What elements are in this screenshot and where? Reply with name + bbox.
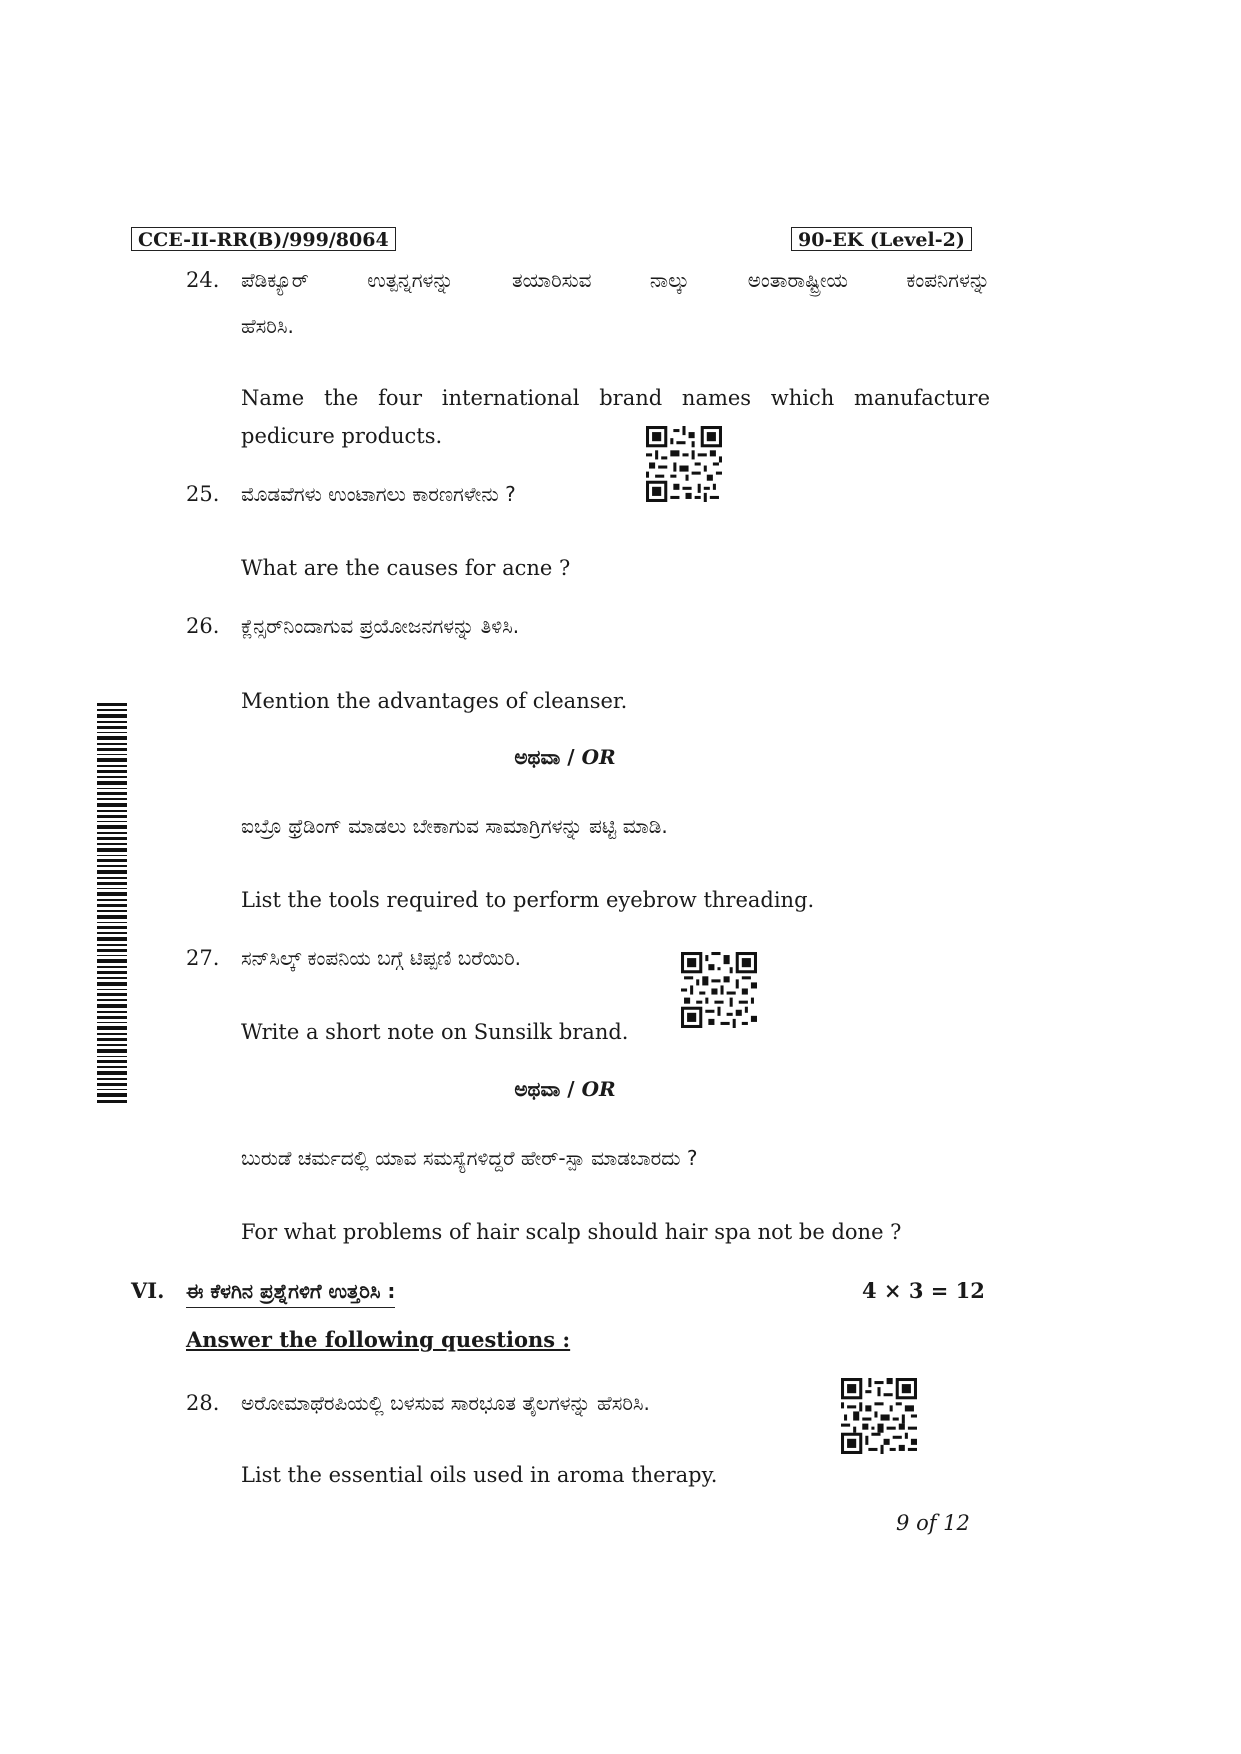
question-28-kannada: ಅರೋಮಾಥೆರಪಿಯಲ್ಲಿ ಬಳಸುವ ಸಾರಭೂತ ತೈಲಗಳನ್ನು ಹೆಸರಿಸಿ. xyxy=(241,1391,650,1415)
question-26-alt-english: List the tools required to perform eyebrow threading. xyxy=(241,888,815,912)
or-separator xyxy=(0,743,1130,771)
exam-code-left: CCE-II-RR(B)/999/8064 xyxy=(131,227,396,251)
question-number: 25. xyxy=(186,482,220,506)
section-number: VI. xyxy=(131,1278,165,1303)
question-number: 27. xyxy=(186,946,220,970)
qr-code-icon xyxy=(841,1378,917,1454)
page-total: 12 xyxy=(943,1511,970,1535)
or-kannada: ಅಥವಾ / xyxy=(514,745,575,769)
question-25-english: What are the causes for acne ? xyxy=(241,556,571,580)
section-title-kannada: ಈ ಕೆಳಗಿನ ಪ್ರಶ್ನೆಗಳಿಗೆ ಉತ್ತರಿಸಿ : xyxy=(186,1277,395,1308)
qr-code-icon xyxy=(681,952,757,1028)
question-24-kannada: ಪೆಡಿಕ್ಯೂರ್ ಉತ್ಪನ್ನಗಳನ್ನು ತಯಾರಿಸುವ ನಾಲ್ಕು ಅಂತಾರಾಷ್ಟ್ರೀಯ ಕಂಪನಿಗಳನ್ನು xyxy=(241,268,990,292)
or-english: OR xyxy=(581,1077,616,1101)
question-27-alt-kannada: ಬುರುಡೆ ಚರ್ಮದಲ್ಲಿ ಯಾವ ಸಮಸ್ಯೆಗಳಿದ್ದರೆ ಹೇರ್-ಸ್ಪಾ ಮಾಡಬಾರದು ? xyxy=(241,1146,698,1170)
qr-code-icon xyxy=(646,426,722,502)
question-27-kannada: ಸನ್‌ಸಿಲ್ಕ್ ಕಂಪನಿಯ ಬಗ್ಗೆ ಟಿಪ್ಪಣಿ ಬರೆಯಿರಿ. xyxy=(241,946,522,970)
question-26-alt-kannada: ಐಬ್ರೊ ಥ್ರೆಡಿಂಗ್ ಮಾಡಲು ಬೇಕಾಗುವ ಸಾಮಾಗ್ರಿಗಳನ್ನು ಪಟ್ಟಿ ಮಾಡಿ. xyxy=(241,814,668,838)
section-title-english: Answer the following questions : xyxy=(186,1327,571,1352)
section-marks: 4 × 3 = 12 xyxy=(862,1278,985,1303)
question-24-english: Name the four international brand names which manufacture xyxy=(241,386,990,410)
question-24-kannada-cont: ಹೆಸರಿಸಿ. xyxy=(241,314,294,338)
question-28-english: List the essential oils used in aroma therapy. xyxy=(241,1463,718,1487)
question-24-english-cont: pedicure products. xyxy=(241,424,443,448)
question-27-alt-english: For what problems of hair scalp should hair spa not be done ? xyxy=(241,1220,902,1244)
page-number xyxy=(896,1509,970,1537)
or-kannada: ಅಥವಾ / xyxy=(514,1077,575,1101)
question-26-kannada: ಕ್ಲೆನ್ಸರ್‌ನಿಂದಾಗುವ ಪ್ರಯೋಜನಗಳನ್ನು ತಿಳಿಸಿ. xyxy=(241,614,520,638)
question-number: 26. xyxy=(186,614,220,638)
question-number: 28. xyxy=(186,1391,220,1415)
question-26-english: Mention the advantages of cleanser. xyxy=(241,689,628,713)
or-separator xyxy=(0,1075,1130,1103)
question-number: 24. xyxy=(186,268,220,292)
question-27-english: Write a short note on Sunsilk brand. xyxy=(241,1020,629,1044)
question-25-kannada: ಮೊಡವೆಗಳು ಉಂಟಾಗಲು ಕಾರಣಗಳೇನು ? xyxy=(241,482,516,506)
page-of: of xyxy=(916,1511,937,1535)
exam-code-right: 90-EK (Level-2) xyxy=(791,227,972,251)
or-english: OR xyxy=(581,745,616,769)
page-current: 9 xyxy=(896,1511,910,1535)
